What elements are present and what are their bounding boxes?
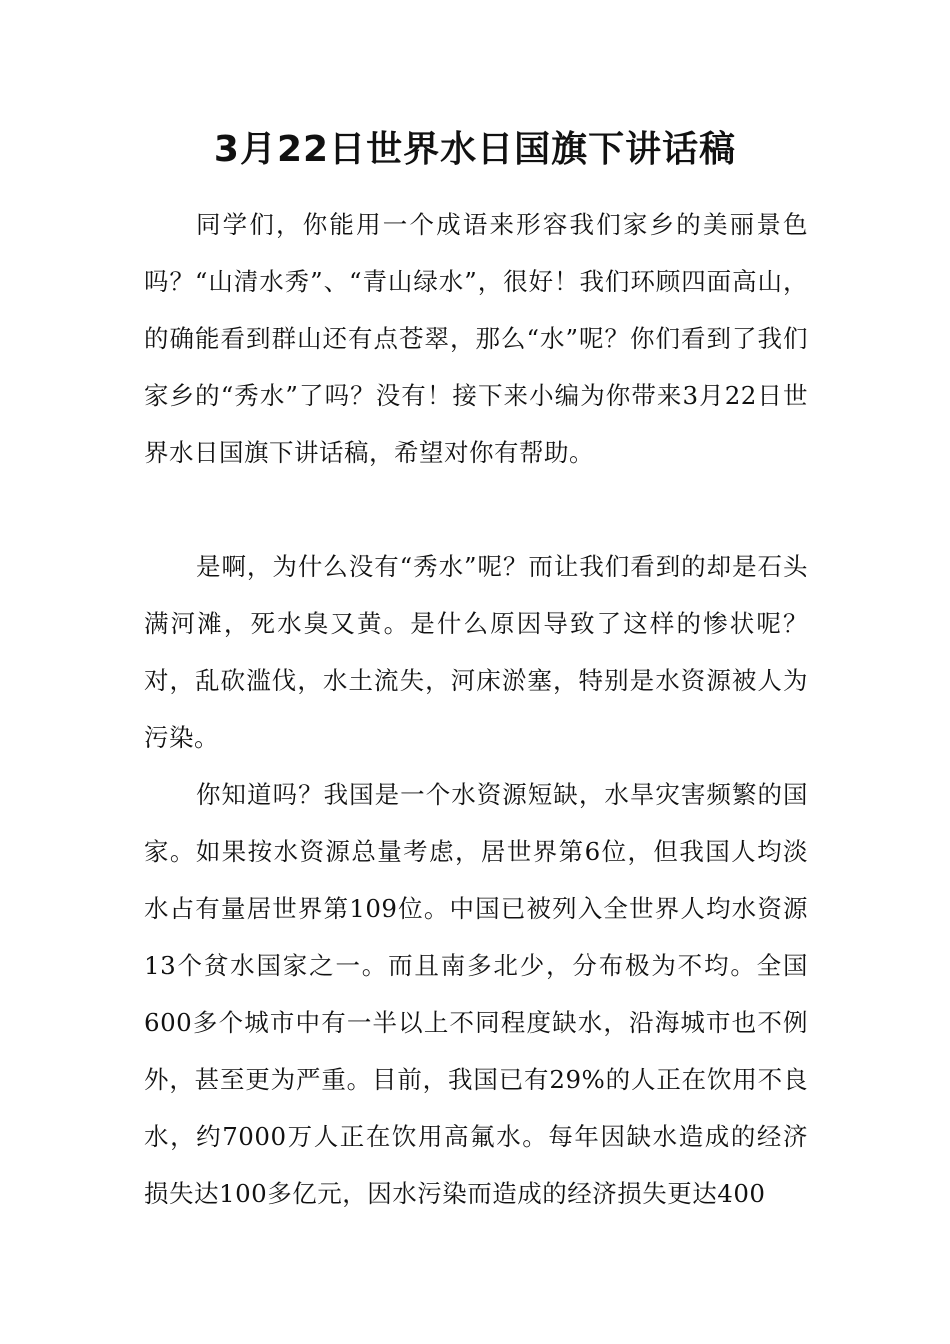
paragraph-intro: 同学们，你能用一个成语来形容我们家乡的美丽景色吗？“山清水秀”、“青山绿水”，很好！我们环顾四面高山，的确能看到群山还有点苍翠，那么“水”呢？你们看到了我们家乡的“秀水”了吗？没有！接下来小编为你带来3月22日世界水日国旗下讲话稿，希望对你有帮助。 <box>144 210 808 467</box>
paragraph-water-facts: 你知道吗？我国是一个水资源短缺，水旱灾害频繁的国家。如果按水资源总量考虑，居世界第6位，但我国人均淡水占有量居世界第109位。中国已被列入全世界人均水资源13个贫水国家之一。而且南多北少，分布极为不均。全国600多个城市中有一半以上不同程度缺水，沿海城市也不例外，甚至更为严重。目前，我国已有29%的人正在饮用不良水，约7000万人正在饮用高氟水。每年因缺水造成的经济损失达100多亿元，因水污染而造成的经济损失更达400 <box>144 780 808 1208</box>
document-title: 3月22日世界水日国旗下讲话稿 <box>213 129 737 170</box>
paragraph-why-no-water: 是啊，为什么没有“秀水”呢？而让我们看到的却是石头满河滩，死水臭又黄。是什么原因导致了这样的惨状呢？对，乱砍滥伐，水土流失，河床淤塞，特别是水资源被人为污染。 <box>144 552 808 752</box>
